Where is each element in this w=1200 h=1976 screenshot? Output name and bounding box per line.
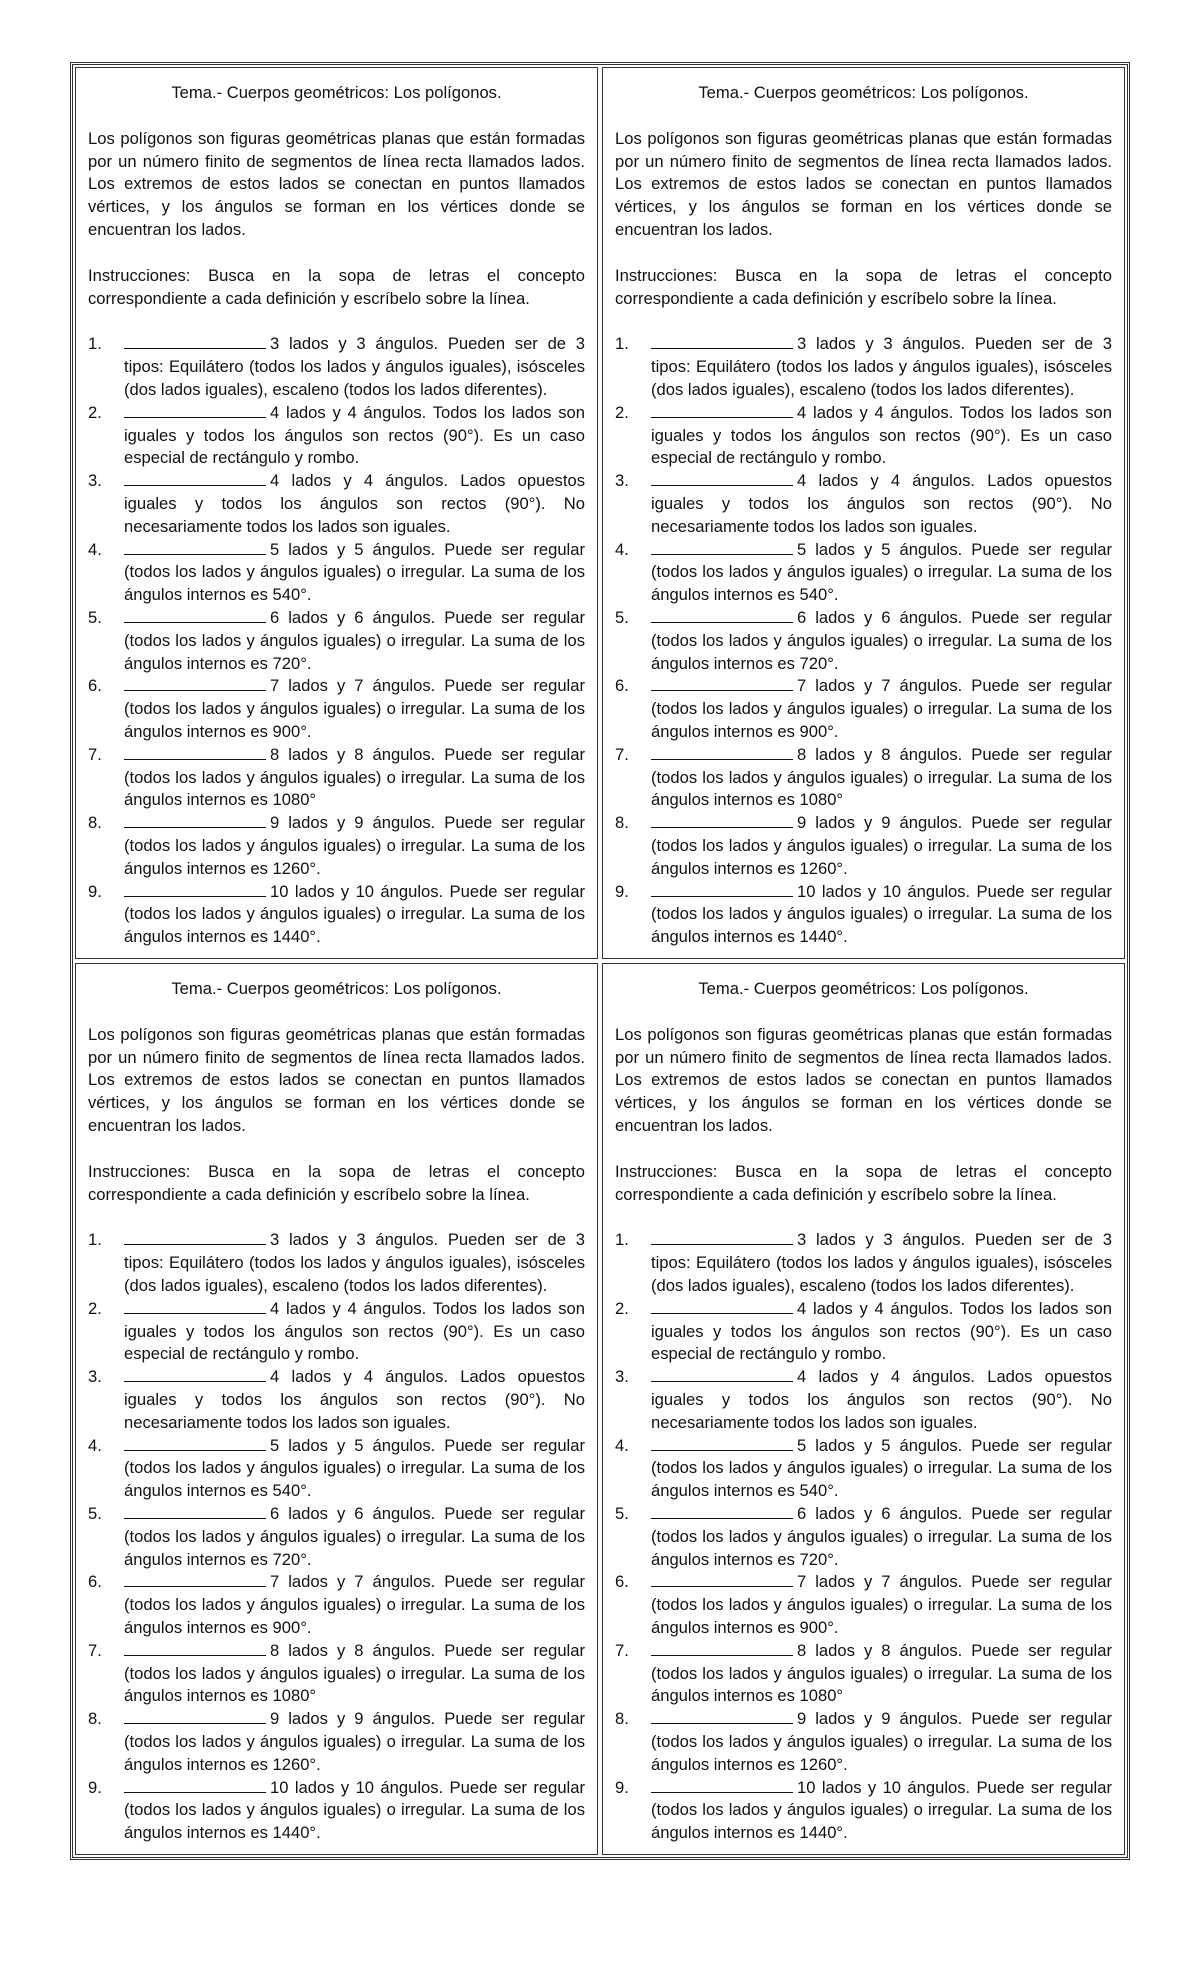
item-text: 7 lados y 7 ángulos. Puede ser regular (todos los lados y ángulos iguales) o irregular. La suma de los ángulos internos es 900°. bbox=[651, 676, 1112, 741]
list-item bbox=[88, 1571, 585, 1639]
list-item bbox=[615, 1571, 1112, 1639]
answer-blank[interactable] bbox=[651, 1777, 793, 1793]
answer-blank[interactable] bbox=[651, 881, 793, 897]
list-item bbox=[615, 539, 1112, 607]
answer-blank[interactable] bbox=[651, 333, 793, 349]
item-text: 8 lados y 8 ángulos. Puede ser regular (todos los lados y ángulos iguales) o irregular. La suma de los ángulos internos es 1080° bbox=[651, 1640, 1112, 1706]
item-number: 6. bbox=[615, 676, 629, 696]
item-text: 7 lados y 7 ángulos. Puede ser regular (todos los lados y ángulos iguales) o irregular. La suma de los ángulos internos es 900°. bbox=[124, 676, 585, 741]
list-item bbox=[88, 1708, 585, 1776]
item-text: 10 lados y 10 ángulos. Puede ser regular (todos los lados y ángulos iguales) o irregular. La suma de los ángulos internos es 1440°. bbox=[651, 881, 1112, 947]
answer-blank[interactable] bbox=[651, 675, 793, 691]
item-text: 10 lados y 10 ángulos. Puede ser regular (todos los lados y ángulos iguales) o irregular. La suma de los ángulos internos es 1440°. bbox=[124, 1777, 585, 1843]
item-number: 7. bbox=[88, 744, 102, 764]
list-item bbox=[615, 1503, 1112, 1571]
item-text: 7 lados y 7 ángulos. Puede ser regular (todos los lados y ángulos iguales) o irregular. La suma de los ángulos internos es 900°. bbox=[124, 1572, 585, 1637]
list-item bbox=[615, 812, 1112, 880]
worksheet-card bbox=[602, 67, 1125, 959]
item-number: 7. bbox=[615, 1640, 629, 1660]
answer-blank[interactable] bbox=[124, 1571, 266, 1587]
item-text: 6 lados y 6 ángulos. Puede ser regular (todos los lados y ángulos iguales) o irregular. La suma de los ángulos internos es 720°. bbox=[651, 1503, 1112, 1569]
list-item bbox=[615, 333, 1112, 401]
item-number: 5. bbox=[615, 1503, 629, 1523]
answer-blank[interactable] bbox=[651, 1298, 793, 1314]
item-number: 1. bbox=[615, 334, 629, 354]
answer-blank[interactable] bbox=[651, 607, 793, 623]
item-text: 3 lados y 3 ángulos. Pueden ser de 3 tipos: Equilátero (todos los lados y ángulos iguales), isósceles (dos lados iguales), escaleno (todos los lados diferentes). bbox=[651, 1230, 1112, 1295]
answer-blank[interactable] bbox=[124, 1229, 266, 1245]
intro-paragraph: Los polígonos son figuras geométricas planas que están formadas por un número finito de segmentos de línea recta llamados lados. Los extremos de estos lados se conectan en puntos llamados vértices, y los ángulos se forman en los vértices donde se encuentran los lados. bbox=[615, 1024, 1112, 1135]
instructions-paragraph: Instrucciones: Busca en la sopa de letras el concepto correspondiente a cada definición y escríbelo sobre la línea. bbox=[615, 265, 1112, 308]
answer-blank[interactable] bbox=[651, 1503, 793, 1519]
answer-blank[interactable] bbox=[124, 675, 266, 691]
intro-paragraph: Los polígonos son figuras geométricas planas que están formadas por un número finito de segmentos de línea recta llamados lados. Los extremos de estos lados se conectan en puntos llamados vértices, y los ángulos se forman en los vértices donde se encuentran los lados. bbox=[615, 128, 1112, 239]
item-text: 4 lados y 4 ángulos. Todos los lados son iguales y todos los ángulos son rectos (90°). Es un caso especial de rectángulo y rombo. bbox=[651, 1298, 1112, 1364]
item-text: 4 lados y 4 ángulos. Todos los lados son iguales y todos los ángulos son rectos (90°). Es un caso especial de rectángulo y rombo. bbox=[124, 402, 585, 468]
worksheet-sheet bbox=[70, 62, 1130, 1860]
item-number: 6. bbox=[615, 1572, 629, 1592]
item-text: 10 lados y 10 ángulos. Puede ser regular (todos los lados y ángulos iguales) o irregular. La suma de los ángulos internos es 1440°. bbox=[124, 881, 585, 947]
item-text: 3 lados y 3 ángulos. Pueden ser de 3 tipos: Equilátero (todos los lados y ángulos iguales), isósceles (dos lados iguales), escaleno (todos los lados diferentes). bbox=[651, 334, 1112, 399]
list-item bbox=[615, 1229, 1112, 1297]
definition-list bbox=[88, 1229, 585, 1845]
list-item bbox=[615, 470, 1112, 538]
item-number: 9. bbox=[88, 1777, 102, 1797]
answer-blank[interactable] bbox=[124, 402, 266, 418]
answer-blank[interactable] bbox=[651, 744, 793, 760]
list-item bbox=[88, 1640, 585, 1708]
item-text: 4 lados y 4 ángulos. Lados opuestos iguales y todos los ángulos son rectos (90°). No necesariamente todos los lados son iguales. bbox=[651, 1367, 1112, 1432]
item-number: 4. bbox=[88, 539, 102, 559]
item-text: 9 lados y 9 ángulos. Puede ser regular (todos los lados y ángulos iguales) o irregular. La suma de los ángulos internos es 1260°. bbox=[124, 1709, 585, 1774]
answer-blank[interactable] bbox=[124, 607, 266, 623]
list-item bbox=[615, 1708, 1112, 1776]
list-item bbox=[88, 675, 585, 743]
item-text: 10 lados y 10 ángulos. Puede ser regular (todos los lados y ángulos iguales) o irregular. La suma de los ángulos internos es 1440°. bbox=[651, 1777, 1112, 1843]
worksheet-card bbox=[602, 963, 1125, 1855]
item-text: 9 lados y 9 ángulos. Puede ser regular (todos los lados y ángulos iguales) o irregular. La suma de los ángulos internos es 1260°. bbox=[651, 813, 1112, 878]
intro-paragraph: Los polígonos son figuras geométricas planas que están formadas por un número finito de segmentos de línea recta llamados lados. Los extremos de estos lados se conectan en puntos llamados vértices, y los ángulos se forman en los vértices donde se encuentran los lados. bbox=[88, 128, 585, 239]
card-title: Tema.- Cuerpos geométricos: Los polígonos. bbox=[171, 979, 502, 998]
item-text: 9 lados y 9 ángulos. Puede ser regular (todos los lados y ángulos iguales) o irregular. La suma de los ángulos internos es 1260°. bbox=[651, 1709, 1112, 1774]
item-number: 2. bbox=[88, 1298, 102, 1318]
item-number: 5. bbox=[615, 607, 629, 627]
item-number: 6. bbox=[88, 1572, 102, 1592]
card-title: Tema.- Cuerpos geométricos: Los polígonos. bbox=[698, 979, 1029, 998]
answer-blank[interactable] bbox=[651, 1571, 793, 1587]
list-item bbox=[88, 539, 585, 607]
item-text: 5 lados y 5 ángulos. Puede ser regular (todos los lados y ángulos iguales) o irregular. La suma de los ángulos internos es 540°. bbox=[651, 1435, 1112, 1501]
list-item bbox=[88, 1503, 585, 1571]
item-number: 3. bbox=[615, 471, 629, 491]
item-number: 4. bbox=[615, 1435, 629, 1455]
list-item bbox=[88, 1229, 585, 1297]
list-item bbox=[88, 470, 585, 538]
item-number: 9. bbox=[88, 881, 102, 901]
answer-blank[interactable] bbox=[651, 402, 793, 418]
answer-blank[interactable] bbox=[651, 470, 793, 486]
item-text: 6 lados y 6 ángulos. Puede ser regular (todos los lados y ángulos iguales) o irregular. La suma de los ángulos internos es 720°. bbox=[124, 607, 585, 673]
list-item bbox=[88, 333, 585, 401]
item-number: 4. bbox=[615, 539, 629, 559]
item-text: 3 lados y 3 ángulos. Pueden ser de 3 tipos: Equilátero (todos los lados y ángulos iguales), isósceles (dos lados iguales), escaleno (todos los lados diferentes). bbox=[124, 1230, 585, 1295]
list-item bbox=[88, 812, 585, 880]
item-number: 2. bbox=[615, 1298, 629, 1318]
answer-blank[interactable] bbox=[124, 470, 266, 486]
item-text: 7 lados y 7 ángulos. Puede ser regular (todos los lados y ángulos iguales) o irregular. La suma de los ángulos internos es 900°. bbox=[651, 1572, 1112, 1637]
item-number: 8. bbox=[615, 1709, 629, 1729]
list-item bbox=[615, 1298, 1112, 1366]
item-text: 8 lados y 8 ángulos. Puede ser regular (todos los lados y ángulos iguales) o irregular. La suma de los ángulos internos es 1080° bbox=[651, 744, 1112, 810]
answer-blank[interactable] bbox=[124, 1435, 266, 1451]
answer-blank[interactable] bbox=[124, 1503, 266, 1519]
answer-blank[interactable] bbox=[124, 1777, 266, 1793]
answer-blank[interactable] bbox=[651, 1435, 793, 1451]
definition-list bbox=[615, 1229, 1112, 1845]
list-item bbox=[615, 675, 1112, 743]
item-number: 9. bbox=[615, 1777, 629, 1797]
item-text: 4 lados y 4 ángulos. Todos los lados son iguales y todos los ángulos son rectos (90°). Es un caso especial de rectángulo y rombo. bbox=[124, 1298, 585, 1364]
item-text: 8 lados y 8 ángulos. Puede ser regular (todos los lados y ángulos iguales) o irregular. La suma de los ángulos internos es 1080° bbox=[124, 744, 585, 810]
answer-blank[interactable] bbox=[124, 1298, 266, 1314]
item-number: 5. bbox=[88, 607, 102, 627]
item-number: 7. bbox=[615, 744, 629, 764]
item-text: 4 lados y 4 ángulos. Lados opuestos iguales y todos los ángulos son rectos (90°). No necesariamente todos los lados son iguales. bbox=[651, 471, 1112, 536]
list-item bbox=[88, 1777, 585, 1845]
answer-blank[interactable] bbox=[651, 1640, 793, 1656]
item-text: 4 lados y 4 ángulos. Lados opuestos iguales y todos los ángulos son rectos (90°). No necesariamente todos los lados son iguales. bbox=[124, 471, 585, 536]
list-item bbox=[615, 1435, 1112, 1503]
list-item bbox=[88, 1366, 585, 1434]
list-item bbox=[615, 744, 1112, 812]
answer-blank[interactable] bbox=[651, 1708, 793, 1724]
list-item bbox=[615, 881, 1112, 949]
item-number: 7. bbox=[88, 1640, 102, 1660]
list-item bbox=[615, 1640, 1112, 1708]
answer-blank[interactable] bbox=[651, 1229, 793, 1245]
item-number: 4. bbox=[88, 1435, 102, 1455]
instructions-paragraph: Instrucciones: Busca en la sopa de letras el concepto correspondiente a cada definición y escríbelo sobre la línea. bbox=[615, 1161, 1112, 1204]
item-number: 6. bbox=[88, 676, 102, 696]
answer-blank[interactable] bbox=[124, 539, 266, 555]
list-item bbox=[88, 1435, 585, 1503]
item-number: 3. bbox=[615, 1367, 629, 1387]
item-number: 3. bbox=[88, 1367, 102, 1387]
item-number: 1. bbox=[615, 1230, 629, 1250]
answer-blank[interactable] bbox=[124, 812, 266, 828]
instructions-paragraph: Instrucciones: Busca en la sopa de letras el concepto correspondiente a cada definición y escríbelo sobre la línea. bbox=[88, 1161, 585, 1204]
definition-list bbox=[615, 333, 1112, 949]
item-text: 5 lados y 5 ángulos. Puede ser regular (todos los lados y ángulos iguales) o irregular. La suma de los ángulos internos es 540°. bbox=[124, 539, 585, 605]
item-text: 3 lados y 3 ángulos. Pueden ser de 3 tipos: Equilátero (todos los lados y ángulos iguales), isósceles (dos lados iguales), escaleno (todos los lados diferentes). bbox=[124, 334, 585, 399]
list-item bbox=[88, 1298, 585, 1366]
item-number: 8. bbox=[88, 1709, 102, 1729]
answer-blank[interactable] bbox=[124, 881, 266, 897]
item-text: 6 lados y 6 ángulos. Puede ser regular (todos los lados y ángulos iguales) o irregular. La suma de los ángulos internos es 720°. bbox=[651, 607, 1112, 673]
answer-blank[interactable] bbox=[651, 812, 793, 828]
item-number: 2. bbox=[88, 402, 102, 422]
item-text: 5 lados y 5 ángulos. Puede ser regular (todos los lados y ángulos iguales) o irregular. La suma de los ángulos internos es 540°. bbox=[651, 539, 1112, 605]
intro-paragraph: Los polígonos son figuras geométricas planas que están formadas por un número finito de segmentos de línea recta llamados lados. Los extremos de estos lados se conectan en puntos llamados vértices, y los ángulos se forman en los vértices donde se encuentran los lados. bbox=[88, 1024, 585, 1135]
item-number: 2. bbox=[615, 402, 629, 422]
item-number: 1. bbox=[88, 334, 102, 354]
list-item bbox=[88, 607, 585, 675]
list-item bbox=[615, 607, 1112, 675]
worksheet-card bbox=[75, 963, 598, 1855]
item-text: 8 lados y 8 ángulos. Puede ser regular (todos los lados y ángulos iguales) o irregular. La suma de los ángulos internos es 1080° bbox=[124, 1640, 585, 1706]
list-item bbox=[88, 881, 585, 949]
answer-blank[interactable] bbox=[124, 333, 266, 349]
list-item bbox=[615, 402, 1112, 470]
item-number: 9. bbox=[615, 881, 629, 901]
answer-blank[interactable] bbox=[124, 1366, 266, 1382]
card-title: Tema.- Cuerpos geométricos: Los polígonos. bbox=[698, 83, 1029, 102]
item-number: 8. bbox=[615, 813, 629, 833]
item-number: 5. bbox=[88, 1503, 102, 1523]
list-item bbox=[88, 402, 585, 470]
answer-blank[interactable] bbox=[124, 1640, 266, 1656]
answer-blank[interactable] bbox=[124, 744, 266, 760]
item-text: 4 lados y 4 ángulos. Lados opuestos iguales y todos los ángulos son rectos (90°). No necesariamente todos los lados son iguales. bbox=[124, 1367, 585, 1432]
answer-blank[interactable] bbox=[124, 1708, 266, 1724]
item-number: 1. bbox=[88, 1230, 102, 1250]
answer-blank[interactable] bbox=[651, 539, 793, 555]
list-item bbox=[615, 1366, 1112, 1434]
item-number: 8. bbox=[88, 813, 102, 833]
definition-list bbox=[88, 333, 585, 949]
item-text: 6 lados y 6 ángulos. Puede ser regular (todos los lados y ángulos iguales) o irregular. La suma de los ángulos internos es 720°. bbox=[124, 1503, 585, 1569]
item-text: 9 lados y 9 ángulos. Puede ser regular (todos los lados y ángulos iguales) o irregular. La suma de los ángulos internos es 1260°. bbox=[124, 813, 585, 878]
instructions-paragraph: Instrucciones: Busca en la sopa de letras el concepto correspondiente a cada definición y escríbelo sobre la línea. bbox=[88, 265, 585, 308]
item-text: 4 lados y 4 ángulos. Todos los lados son iguales y todos los ángulos son rectos (90°). Es un caso especial de rectángulo y rombo. bbox=[651, 402, 1112, 468]
card-title: Tema.- Cuerpos geométricos: Los polígonos. bbox=[171, 83, 502, 102]
list-item bbox=[88, 744, 585, 812]
item-text: 5 lados y 5 ángulos. Puede ser regular (todos los lados y ángulos iguales) o irregular. La suma de los ángulos internos es 540°. bbox=[124, 1435, 585, 1501]
list-item bbox=[615, 1777, 1112, 1845]
item-number: 3. bbox=[88, 471, 102, 491]
worksheet-card bbox=[75, 67, 598, 959]
answer-blank[interactable] bbox=[651, 1366, 793, 1382]
